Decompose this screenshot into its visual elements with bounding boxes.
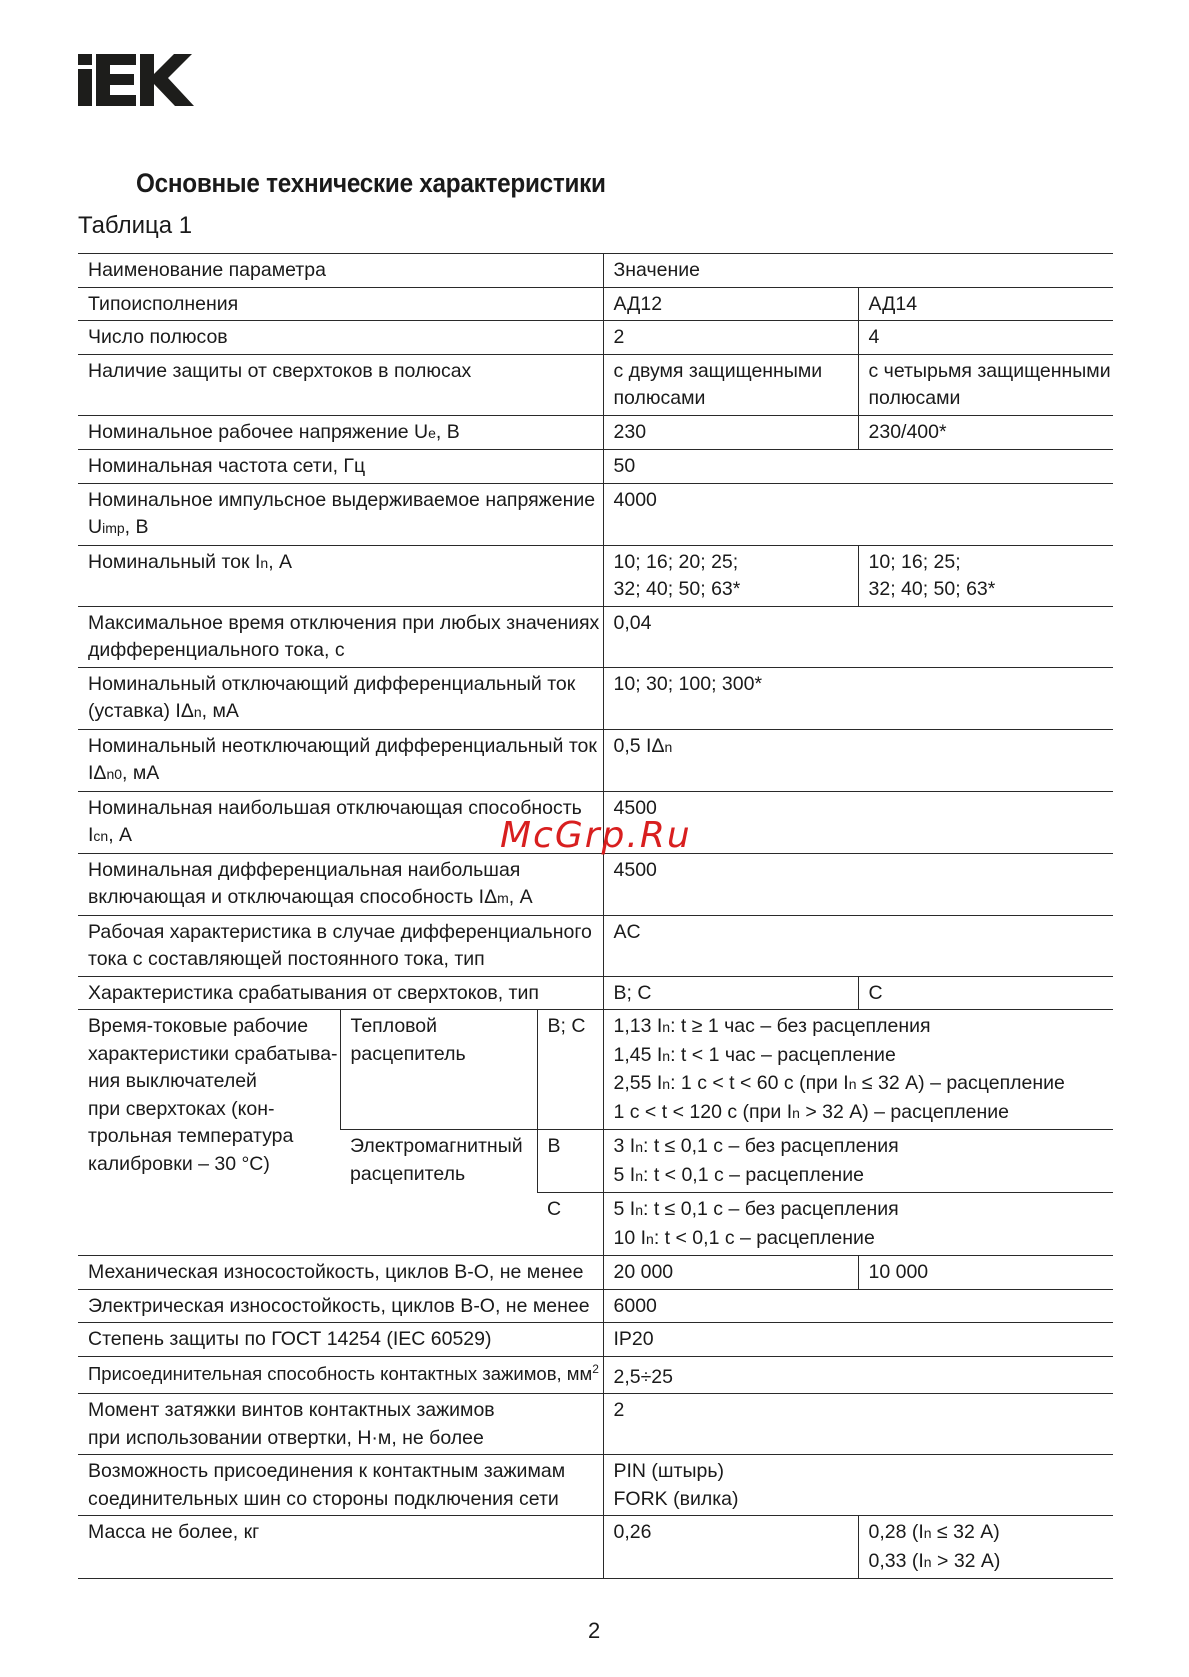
- value-cell: 0,04: [603, 606, 1113, 667]
- value-cell: 3 In: t ≤ 0,1 с – без расцепления 5 In: t < 0,1 с – расцепление: [603, 1130, 1113, 1193]
- iek-logo: [78, 54, 194, 106]
- watermark: McGrp.Ru: [500, 815, 692, 856]
- param-label: Характеристика срабатывания от сверхтоков, тип: [78, 976, 603, 1010]
- param-label: Номинальная наибольшая отключающая способность Icn, А: [78, 791, 603, 853]
- table-row: [78, 667, 1113, 729]
- table-row: [78, 915, 1113, 976]
- curve-cell: C: [537, 1193, 603, 1256]
- table-row: [78, 483, 1113, 545]
- param-label: Номинальное импульсное выдерживаемое напряжение Uimp, В: [78, 483, 603, 545]
- value-cell: 10; 30; 100; 300*: [603, 667, 1113, 729]
- value-cell: с двумя защищенными полюсами: [603, 354, 858, 415]
- table-row: [78, 1256, 1113, 1290]
- param-label: Механическая износостойкость, циклов В-О, не менее: [78, 1256, 603, 1290]
- value-cell: 1,13 In: t ≥ 1 час – без расцепления 1,45 In: t < 1 час – расцепление 2,55 In: 1 с < t < 60 с (при In ≤ 32 А) – расцепление 1 с < t < 120 с (при In > 32 А) – расцепление: [603, 1010, 1113, 1130]
- value-cell: 4000: [603, 483, 1113, 545]
- table-row: [78, 1356, 1113, 1394]
- param-label: Момент затяжки винтов контактных зажимов при использовании отвертки, Н·м, не более: [78, 1394, 603, 1455]
- value-cell: 10 000: [858, 1256, 1113, 1290]
- value-cell: 230: [603, 415, 858, 450]
- table-row: [78, 1323, 1113, 1357]
- value-cell: 10; 16; 25; 32; 40; 50; 63*: [858, 545, 1113, 606]
- param-label: Максимальное время отключения при любых значениях дифференциального тока, с: [78, 606, 603, 667]
- header-param: Наименование параметра: [78, 254, 603, 288]
- value-cell: B; C: [603, 976, 858, 1010]
- value-cell: 230/400*: [858, 415, 1113, 450]
- table-row: [78, 1289, 1113, 1323]
- header-value: Значение: [603, 254, 1113, 288]
- value-cell: 5 In: t ≤ 0,1 с – без расцепления 10 In: t < 0,1 с – расцепление: [603, 1193, 1113, 1256]
- table-row: [78, 415, 1113, 450]
- value-cell: 6000: [603, 1289, 1113, 1323]
- param-label: Рабочая характеристика в случае дифференциального тока с составляющей постоянного тока, тип: [78, 915, 603, 976]
- table-row: [78, 606, 1113, 667]
- value-cell: 4500: [603, 791, 1113, 853]
- value-cell: IP20: [603, 1323, 1113, 1357]
- param-label: Номинальная частота сети, Гц: [78, 450, 603, 484]
- value-cell: PIN (штырь) FORK (вилка): [603, 1455, 1113, 1516]
- value-cell: с четырьмя защищенными полюсами: [858, 354, 1113, 415]
- table-row: [78, 1394, 1113, 1455]
- table-row: [78, 729, 1113, 791]
- curve-cell: B; C: [537, 1010, 603, 1130]
- table-row: [78, 1455, 1113, 1516]
- value-cell: 2: [603, 321, 858, 355]
- table-row: [78, 545, 1113, 606]
- page-number: 2: [588, 1618, 601, 1643]
- magnetic-release-label: Электромагнитный расцепитель: [340, 1130, 537, 1256]
- value-cell: 4: [858, 321, 1113, 355]
- thermal-release-label: Тепловой расцепитель: [340, 1010, 537, 1130]
- value-cell: 20 000: [603, 1256, 858, 1290]
- table-row: [78, 254, 1113, 288]
- table-row: [78, 1516, 1113, 1579]
- value-cell: 50: [603, 450, 1113, 484]
- param-label: Номинальный неотключающий дифференциальный ток IΔn0, мА: [78, 729, 603, 791]
- param-label: Номинальная дифференциальная наибольшая включающая и отключающая способность IΔm, А: [78, 853, 603, 915]
- param-label: Степень защиты по ГОСТ 14254 (IEC 60529): [78, 1323, 603, 1357]
- table-row: [78, 287, 1113, 321]
- param-label: Возможность присоединения к контактным зажимам соединительных шин со стороны подключения сети: [78, 1455, 603, 1516]
- specs-table: [78, 253, 1113, 1579]
- table-row: [78, 321, 1113, 355]
- param-label: Номинальное рабочее напряжение Ue, В: [78, 415, 603, 450]
- value-cell: AC: [603, 915, 1113, 976]
- table-caption: Таблица 1: [78, 212, 193, 239]
- param-label: Номинальный ток In, А: [78, 545, 603, 606]
- value-cell: АД12: [603, 287, 858, 321]
- table-row: [78, 853, 1113, 915]
- param-label: Наличие защиты от сверхтоков в полюсах: [78, 354, 603, 415]
- page-title: Основные технические характеристики: [136, 168, 606, 198]
- param-label: Масса не более, кг: [78, 1516, 603, 1579]
- param-label: Типоисполнения: [78, 287, 603, 321]
- table-row: [78, 450, 1113, 484]
- value-cell: 0,5 IΔn: [603, 729, 1113, 791]
- value-cell: 4500: [603, 853, 1113, 915]
- table-row: [78, 1010, 1113, 1130]
- value-cell: C: [858, 976, 1113, 1010]
- value-cell: 0,26: [603, 1516, 858, 1579]
- value-cell: 0,28 (In ≤ 32 А) 0,33 (In > 32 А): [858, 1516, 1113, 1579]
- value-cell: АД14: [858, 287, 1113, 321]
- param-label: Номинальный отключающий дифференциальный ток (уставка) IΔn, мА: [78, 667, 603, 729]
- time-current-label: Время-токовые рабочие характеристики срабатыва- ния выключателей при сверхтоках (кон- трольная температура калибровки – 30 °С): [78, 1010, 340, 1256]
- param-label: Присоединительная способность контактных зажимов, $мм^2$: [78, 1356, 603, 1394]
- curve-cell: B: [537, 1130, 603, 1193]
- param-label: Электрическая износостойкость, циклов В-О, не менее: [78, 1289, 603, 1323]
- table-row: [78, 976, 1113, 1010]
- table-row: [78, 354, 1113, 415]
- value-cell: 10; 16; 20; 25; 32; 40; 50; 63*: [603, 545, 858, 606]
- value-cell: 2,5÷25: [603, 1356, 1113, 1394]
- value-cell: 2: [603, 1394, 1113, 1455]
- param-label: Число полюсов: [78, 321, 603, 355]
